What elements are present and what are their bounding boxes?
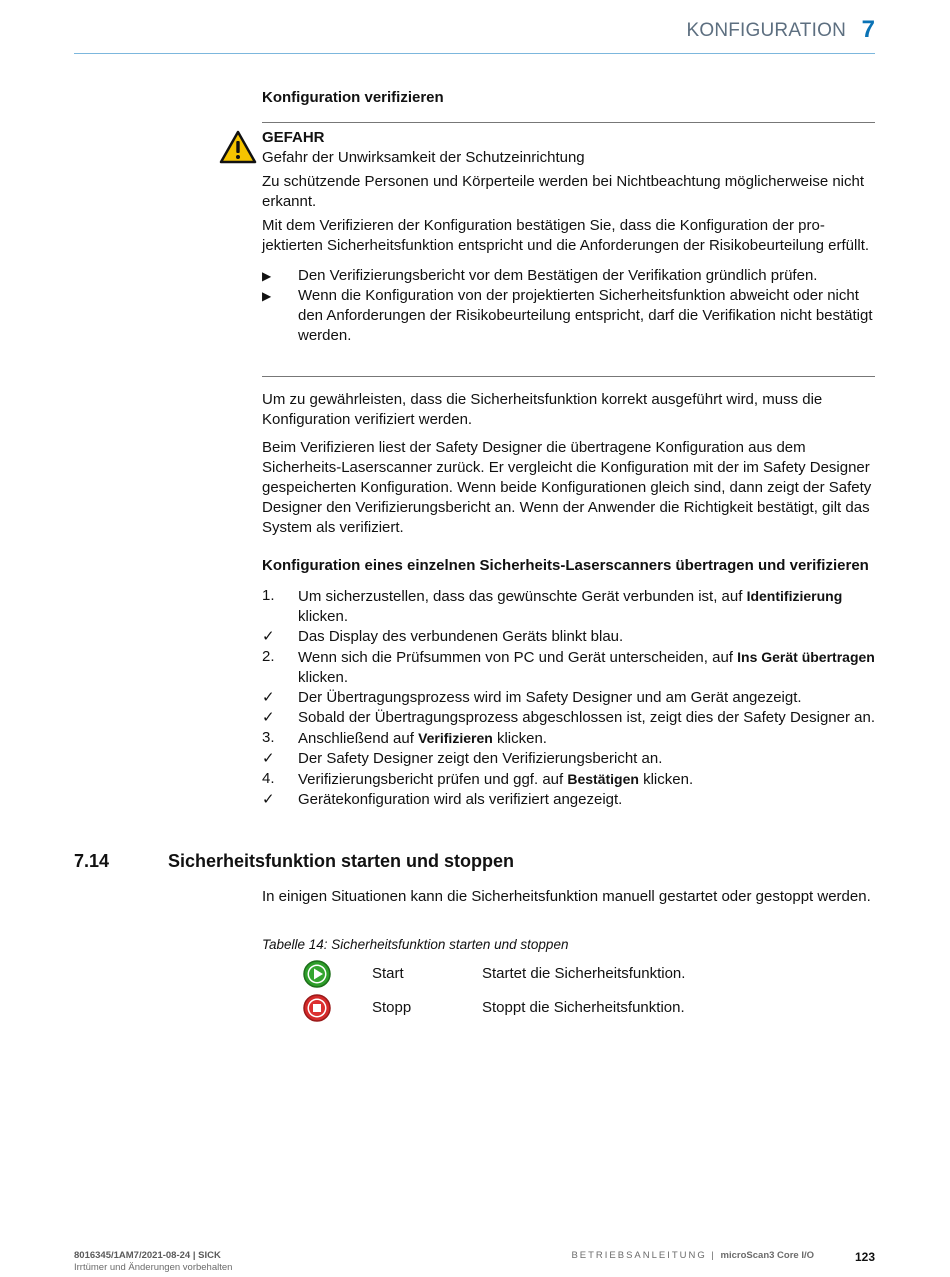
danger-label: GEFAHR bbox=[262, 129, 325, 146]
footer-manual-info bbox=[571, 1250, 814, 1262]
checkmark-icon: ✓ bbox=[262, 750, 275, 767]
chapter-number: 7 bbox=[861, 16, 875, 43]
step-item bbox=[262, 647, 875, 688]
ui-element-label: Bestätigen bbox=[567, 771, 639, 787]
header-divider bbox=[74, 53, 875, 54]
step-number: 4. bbox=[262, 770, 275, 787]
step-text: Das Display des verbundenen Geräts blinkt blau. bbox=[298, 628, 624, 645]
checkmark-icon: ✓ bbox=[262, 628, 275, 645]
warning-triangle-icon bbox=[219, 130, 257, 164]
table-cell-description: Startet die Sicherheitsfunktion. bbox=[482, 965, 686, 982]
section-title: Sicherheitsfunktion starten und stoppen bbox=[168, 851, 515, 871]
verify-body bbox=[262, 390, 875, 538]
footer-product: microScan3 Core I/O bbox=[720, 1250, 814, 1261]
danger-block bbox=[262, 128, 875, 346]
danger-top-rule bbox=[262, 122, 875, 123]
step-text: Anschließend auf bbox=[298, 730, 419, 747]
checkmark-icon: ✓ bbox=[262, 689, 275, 706]
page-number: 123 bbox=[854, 1250, 875, 1264]
step-text: klicken. bbox=[492, 730, 547, 747]
danger-actions bbox=[262, 266, 875, 346]
step-number: 1. bbox=[262, 587, 275, 604]
ui-element-label: Verifizieren bbox=[418, 730, 493, 746]
step-text: Verifizierungsbericht prüfen und ggf. auf bbox=[298, 771, 568, 788]
list-item: ▶ Den Verifizierungsbericht vor dem Bestätigen der Verifikation gründlich prüfen. bbox=[262, 267, 818, 284]
result-item bbox=[262, 627, 875, 647]
step-text: klicken. bbox=[298, 608, 349, 625]
list-item: ▶ Wenn die Konfiguration von der projektierten Sicherheitsfunktion abweicht oder nicht den Anforderungen der Risikobeurteilung entspricht, darf die Verifikation nicht bestätigt werden. bbox=[262, 287, 873, 344]
step-number: 2. bbox=[262, 648, 275, 665]
verify-heading: Konfiguration verifizieren bbox=[262, 89, 444, 106]
table-cell-name: Start bbox=[372, 965, 404, 982]
footer-doc-id: 8016345/1AM7/2021-08-24 | SICK bbox=[74, 1250, 221, 1261]
chapter-title: KONFIGURATION bbox=[686, 20, 846, 41]
bullet-arrow-icon: ▶ bbox=[262, 269, 272, 283]
danger-text-2: Mit dem Verifizieren der Konfiguration bestätigen Sie, dass die Konfiguration der projektierten Sicherheitsfunktion entspricht und die Anforderungen der Risikobeurteilung erfüllt. bbox=[262, 217, 870, 254]
step-item bbox=[262, 728, 875, 749]
step-item bbox=[262, 586, 875, 627]
table-cell-description: Stoppt die Sicherheitsfunktion. bbox=[482, 999, 685, 1016]
result-item bbox=[262, 708, 875, 728]
ui-element-label: Identifizierung bbox=[746, 588, 843, 604]
transfer-heading: Konfiguration eines einzelnen Sicherheits-Laserscanners übertragen und verifizieren bbox=[262, 557, 869, 574]
ui-element-label: Ins Gerät übertragen bbox=[737, 649, 875, 665]
danger-text-1: Zu schützende Personen und Körperteile werden bei Nichtbeachtung möglicherweise nicht erkannt. bbox=[262, 173, 865, 210]
step-text: Um sicherzustellen, dass das gewünschte Gerät verbunden ist, auf bbox=[298, 588, 747, 605]
step-text: klicken. bbox=[638, 771, 694, 788]
table-row bbox=[262, 958, 875, 990]
step-text: Der Safety Designer zeigt den Verifizierungsbericht an. bbox=[298, 750, 663, 767]
step-text: Der Übertragungsprozess wird im Safety Designer und am Gerät angezeigt. bbox=[298, 689, 802, 706]
checkmark-icon: ✓ bbox=[262, 791, 275, 808]
step-text: Gerätekonfiguration wird als verifiziert angezeigt. bbox=[298, 791, 623, 808]
table-row bbox=[262, 992, 875, 1024]
result-item bbox=[262, 790, 875, 810]
stop-icon bbox=[303, 994, 331, 1022]
step-number: 3. bbox=[262, 729, 275, 746]
footer-manual: BETRIEBSANLEITUNG | bbox=[571, 1250, 721, 1261]
result-item bbox=[262, 749, 875, 769]
bullet-arrow-icon: ▶ bbox=[262, 289, 272, 303]
table-caption: Tabelle 14: Sicherheitsfunktion starten und stoppen bbox=[262, 937, 569, 952]
step-item bbox=[262, 769, 875, 790]
footer-note: Irrtümer und Änderungen vorbehalten bbox=[74, 1262, 233, 1273]
transfer-steps bbox=[262, 586, 875, 810]
danger-bottom-rule bbox=[262, 376, 875, 377]
step-text: klicken. bbox=[298, 669, 349, 686]
step-text: Sobald der Übertragungsprozess abgeschlossen ist, zeigt dies der Safety Designer an. bbox=[298, 709, 875, 726]
result-item bbox=[262, 688, 875, 708]
step-text: Wenn sich die Prüfsummen von PC und Gerät unterscheiden, auf bbox=[298, 649, 738, 666]
footer-document-info bbox=[74, 1250, 232, 1274]
verify-paragraph-2: Beim Verifizieren liest der Safety Designer die übertragene Konfiguration aus dem Sicherheits-Laserscanner zurück. Er vergleicht die Konfiguration mit der im Safety Designer gespeicherten Konfiguration. Wenn beide Konfigurationen gleich sind, dann zeigt der Safety Designer den Verifizierungsbericht an. Wenn der Anwender die Richtigkeit bestätigt, gilt das System als verifiziert. bbox=[262, 439, 872, 536]
checkmark-icon: ✓ bbox=[262, 709, 275, 726]
section-number: 7.14 bbox=[74, 851, 110, 871]
verify-paragraph-1: Um zu gewährleisten, dass die Sicherheitsfunktion korrekt ausgeführt wird, muss die Konfiguration verifiziert werden. bbox=[262, 391, 823, 428]
start-icon bbox=[303, 960, 331, 988]
danger-subtitle: Gefahr der Unwirksamkeit der Schutzeinrichtung bbox=[262, 149, 585, 166]
section-intro: In einigen Situationen kann die Sicherheitsfunktion manuell gestartet oder gestoppt werden. bbox=[262, 888, 871, 905]
table-cell-name: Stopp bbox=[372, 999, 412, 1016]
